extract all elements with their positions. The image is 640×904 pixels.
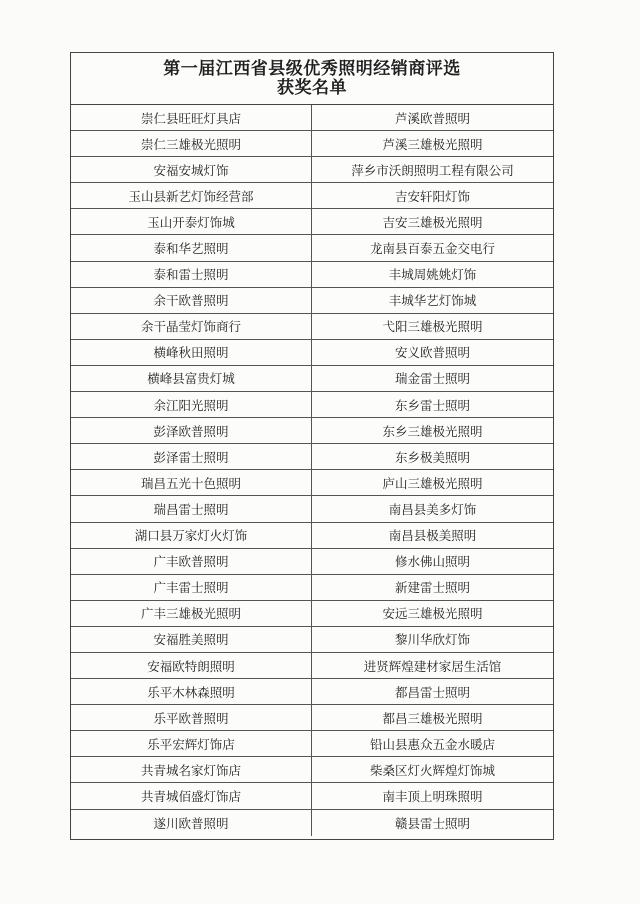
- winner-name-right: 芦溪欧普照明: [394, 110, 470, 126]
- winner-name-left: 瑞昌雷士照明: [71, 496, 312, 521]
- winner-name-right: 修水佛山照明: [394, 554, 470, 570]
- winner-name-left: 安福安城灯饰: [71, 157, 312, 182]
- table-row: [71, 262, 553, 288]
- winner-name-left: 广丰雷士照明: [71, 575, 312, 600]
- winner-name-left: 乐平木林森照明: [71, 679, 312, 704]
- table-row: [71, 549, 553, 575]
- winner-name-right: 萍乡市沃朗照明工程有限公司: [351, 162, 514, 178]
- winner-name-left: 余江阳光照明: [71, 392, 312, 417]
- winner-name-right: 吉安轩阳灯饰: [394, 188, 470, 204]
- table-row: [71, 523, 553, 549]
- winner-name-left: 横峰县富贵灯城: [71, 366, 312, 391]
- winner-name-left: 乐平欧普照明: [71, 705, 312, 730]
- table-row: [71, 575, 553, 601]
- winner-name-left: 共青城名家灯饰店: [71, 757, 312, 782]
- table-row: [71, 470, 553, 496]
- winner-name-right: 安义欧普照明: [394, 345, 470, 361]
- winner-name-left: 彭泽雷士照明: [71, 444, 312, 469]
- winner-name-left: 彭泽欧普照明: [71, 418, 312, 443]
- winner-name-left: 崇仁三雄极光照明: [71, 131, 312, 156]
- winner-name-right: 南昌县美多灯饰: [388, 501, 477, 517]
- winner-name-left: 湖口县万家灯火灯饰: [71, 523, 312, 548]
- table-title: [71, 53, 553, 105]
- winner-name-right: 新建雷士照明: [394, 580, 470, 596]
- winner-name-left: 乐平宏辉灯饰店: [71, 731, 312, 756]
- winner-name-left: 安福胜美照明: [71, 627, 312, 652]
- winner-name-right: 芦溪三雄极光照明: [382, 136, 483, 152]
- winner-name-left: 余干晶莹灯饰商行: [71, 314, 312, 339]
- table-body: [71, 105, 553, 836]
- winner-name-right: 南丰顶上明珠照明: [382, 788, 483, 804]
- title-line-2: 获奖名单: [277, 78, 347, 98]
- table-row: [71, 601, 553, 627]
- winner-name-right: 丰城华艺灯饰城: [388, 293, 477, 309]
- winner-name-left: 瑞昌五光十色照明: [71, 470, 312, 495]
- winner-name-left: 泰和雷士照明: [71, 262, 312, 287]
- winner-name-right: 吉安三雄极光照明: [382, 214, 483, 230]
- table-row: [71, 653, 553, 679]
- table-row: [71, 366, 553, 392]
- winner-name-left: 广丰欧普照明: [71, 549, 312, 574]
- winner-name-right: 黎川华欣灯饰: [394, 632, 470, 648]
- winner-name-right: 东乡三雄极光照明: [382, 423, 483, 439]
- winner-name-right: 龙南县百泰五金交电行: [369, 241, 495, 257]
- winner-name-right: 南昌县极美照明: [388, 528, 477, 544]
- table-row: [71, 418, 553, 444]
- table-row: [71, 496, 553, 522]
- winner-name-left: 共青城佰盛灯饰店: [71, 783, 312, 808]
- winner-name-left: 安福欧特朗照明: [71, 653, 312, 678]
- title-line-1: 第一届江西省县级优秀照明经销商评选: [163, 59, 461, 79]
- table-row: [71, 288, 553, 314]
- winner-name-left: 广丰三雄极光照明: [71, 601, 312, 626]
- winner-name-right: 都昌三雄极光照明: [382, 710, 483, 726]
- table-row: [71, 783, 553, 809]
- winner-name-right: 进贤辉煌建材家居生活馆: [363, 658, 502, 674]
- winner-name-left: 玉山开泰灯饰城: [71, 209, 312, 234]
- winner-name-right: 丰城周姚姚灯饰: [388, 267, 477, 283]
- winner-name-left: 余干欧普照明: [71, 288, 312, 313]
- winner-name-right: 弋阳三雄极光照明: [382, 319, 483, 335]
- table-row: [71, 183, 553, 209]
- winner-name-right: 东乡雷士照明: [394, 397, 470, 413]
- table-row: [71, 731, 553, 757]
- winner-name-right: 赣县雷士照明: [394, 815, 470, 831]
- winner-name-right: 庐山三雄极光照明: [382, 475, 483, 491]
- winner-name-right: 瑞金雷士照明: [394, 371, 470, 387]
- table-row: [71, 810, 553, 836]
- table-row: [71, 131, 553, 157]
- table-row: [71, 392, 553, 418]
- table-row: [71, 209, 553, 235]
- winner-name-left: 横峰秋田照明: [71, 340, 312, 365]
- winner-name-left: 泰和华艺照明: [71, 235, 312, 260]
- winner-name-left: 崇仁县旺旺灯具店: [71, 105, 312, 130]
- winner-name-left: 玉山县新艺灯饰经营部: [71, 183, 312, 208]
- table-row: [71, 314, 553, 340]
- table-row: [71, 705, 553, 731]
- winner-name-right: 安远三雄极光照明: [382, 606, 483, 622]
- winner-name-right: 柴桑区灯火辉煌灯饰城: [369, 762, 495, 778]
- table-row: [71, 627, 553, 653]
- table-row: [71, 105, 553, 131]
- winner-name-left: 遂川欧普照明: [71, 810, 312, 836]
- table-row: [71, 444, 553, 470]
- table-row: [71, 340, 553, 366]
- table-row: [71, 235, 553, 261]
- winner-name-right: 铅山县惠众五金水暖店: [369, 736, 495, 752]
- table-row: [71, 679, 553, 705]
- winner-name-right: 都昌雷士照明: [394, 684, 470, 700]
- table-row: [71, 757, 553, 783]
- award-list-table: [70, 52, 554, 840]
- winner-name-right: 东乡极美照明: [394, 449, 470, 465]
- table-row: [71, 157, 553, 183]
